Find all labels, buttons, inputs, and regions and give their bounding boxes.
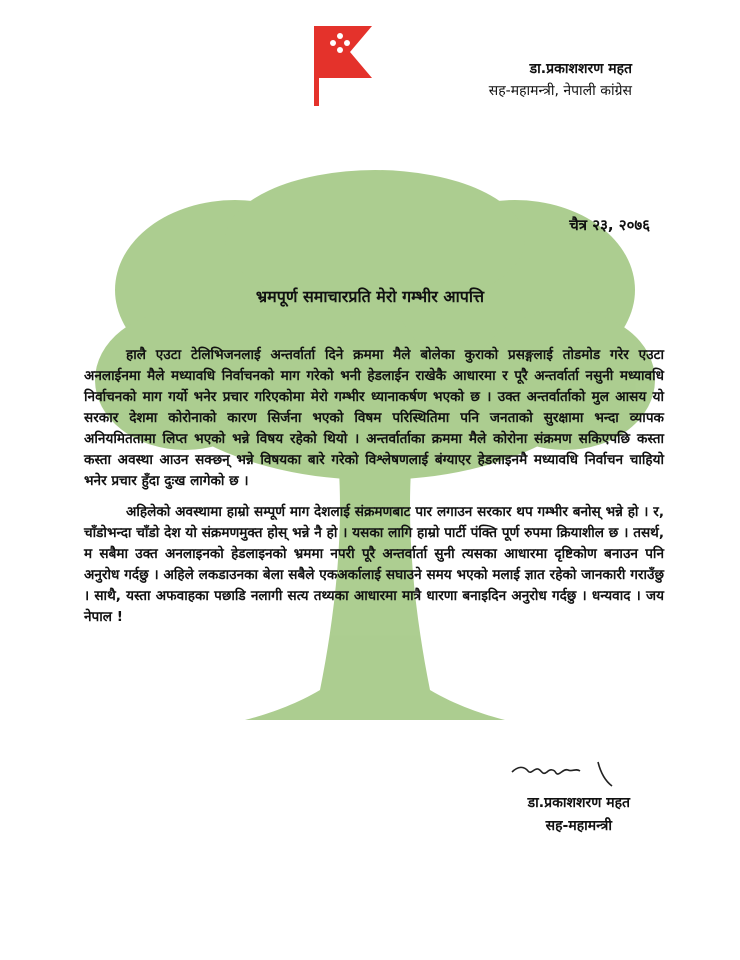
sender-name: डा.प्रकाशशरण महत (529, 61, 632, 77)
signer-block (528, 792, 630, 838)
sender-title: सह-महामन्त्री, नेपाली कांग्रेस (488, 83, 632, 99)
letter-body (84, 345, 664, 638)
flag-icon (300, 22, 380, 106)
body-paragraph: हालै एउटा टेलिभिजनलाई अन्तर्वार्ता दिने क्रममा मैले बोलेका कुराको प्रसङ्गलाई तोडमोड गरेर एउटा अनलाईनमा मैले मध्यावधि निर्वाचनको माग गरेको भनी हेडलाईन राखेकै आधारमा र पूरै अन्तर्वार्ता नसुनी मध्यावधि निर्वाचनको माग गर्यो भनेर प्रचार गरिएकोमा मेरो गम्भीर ध्यानाकर्षण भएको छ । उक्त अन्तर्वार्ताको मुल आसय यो सरकार देशमा कोरोनाको कारण सिर्जना भएको विषम परिस्थितिमा पनि जनताको सुरक्षामा भन्दा व्यापक अनियमिततामा लिप्त भएको भन्ने विषय रहेको थियो । अन्तर्वार्ताका क्रममा मैले कोरोना संक्रमण सकिएपछि कस्ता कस्ता अवस्था आउन सक्छन् भन्ने विषयका बारे गरेको विश्लेषणलाई बंग्याएर हेडलाइनमै मध्यावधि निर्वाचन चाहियो भनेर प्रचार हुँदा दुःख लागेको छ । (84, 347, 664, 489)
body-paragraph: अहिलेको अवस्थामा हाम्रो सम्पूर्ण माग देशलाई संक्रमणबाट पार लगाउन सरकार थप गम्भीर बनोस् भन्ने हो । र, चाँडोभन्दा चाँडो देश यो संक्रमणमुक्त होस् भन्ने नै हो । यसका लागि हाम्रो पार्टी पंक्ति पूर्ण रुपमा क्रियाशील छ । तसर्थ, म सबैमा उक्त अनलाइनको हेडलाइनको भ्रममा नपरी पूरै अन्तर्वार्ता सुनी त्यसका आधारमा दृष्टिकोण बनाउन पनि अनुरोध गर्दछु । अहिले लकडाउनका बेला सबैले एकअर्कालाई सघाउने समय भएको मलाई ज्ञात रहेको जानकारी गराउँछु । साथै, यस्ता अफवाहका पछाडि नलागी सत्य तथ्यका आधारमा मात्रै धारणा बनाइदिन अनुरोध गर्दछु । धन्यवाद । जय नेपाल ! (84, 504, 664, 625)
letter-subject: भ्रमपूर्ण समाचारप्रति मेरो गम्भीर आपत्ति (255, 287, 485, 306)
sender-block (489, 58, 632, 102)
signer-name: डा.प्रकाशशरण महत (527, 795, 630, 811)
signer-title: सह-महामन्त्री (545, 818, 613, 834)
letter-date: चैत्र २३, २०७६ (569, 216, 650, 234)
handwritten-signature (508, 758, 618, 788)
